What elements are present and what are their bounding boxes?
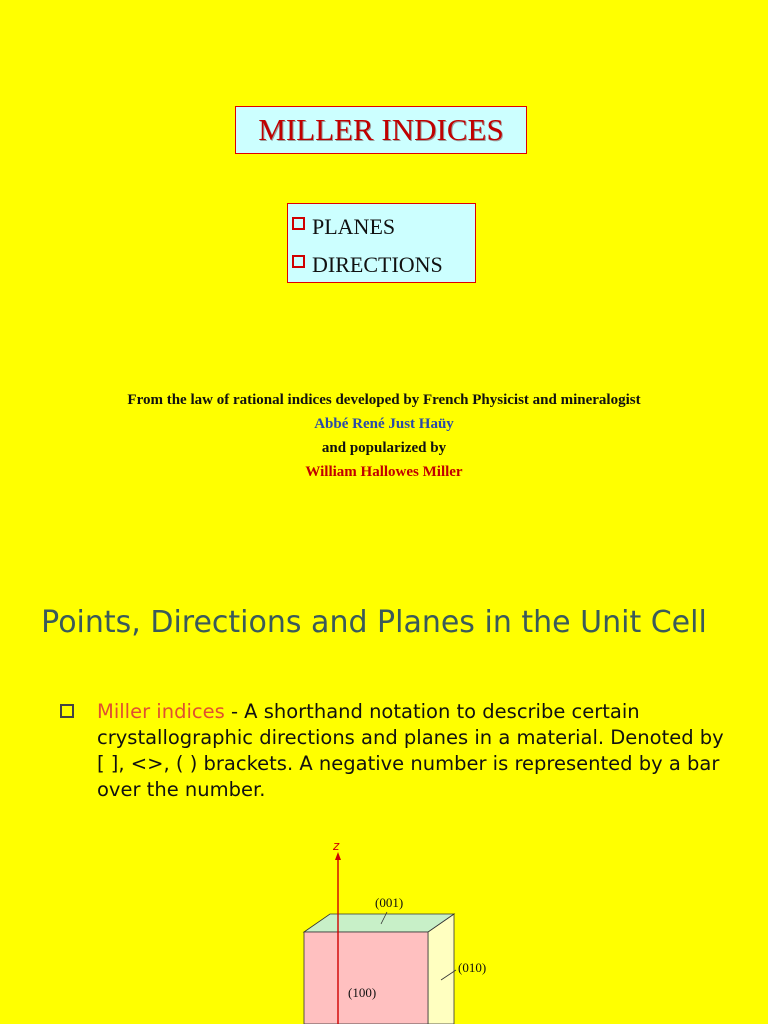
z-axis-label: z [333,839,340,853]
title-box [235,106,527,154]
credits-block [0,388,768,484]
bullet-term: Miller indices [97,700,225,723]
credits-person-miller: William Hallowes Miller [305,464,463,480]
bullet-square-icon [60,704,74,718]
checkbox-icon [292,217,305,230]
bullet-text [97,699,737,803]
bullet-description: - A shorthand notation to describe certain crystallographic directions and planes in a material. Denoted by [ ], <>, ( ) brackets. A negative number is represented by a bar over the number. [97,700,724,801]
topics-box [287,203,476,283]
side-face-010 [428,914,454,1024]
credits-line: From the law of rational indices developed by French Physicist and mineralogist [127,392,641,408]
plane-label-001: (001) [375,895,404,910]
topic-item-planes [292,208,475,246]
front-face-100 [304,932,428,1024]
plane-label-100: (100) [348,985,377,1000]
top-face-001 [304,914,454,932]
plane-label-010: (010) [458,960,487,975]
topic-item-directions [292,246,475,284]
topic-label: PLANES [312,214,396,239]
slide-title: MILLER INDICES [258,112,504,147]
slide2-title: Points, Directions and Planes in the Unit Cell [41,605,707,640]
credits-line: and popularized by [321,440,447,456]
unit-cell-diagram [290,830,490,1024]
credits-person-hauy: Abbé René Just Haüy [314,416,454,432]
topic-label: DIRECTIONS [312,252,443,277]
checkbox-icon [292,255,305,268]
z-axis-arrow-icon [335,852,341,860]
